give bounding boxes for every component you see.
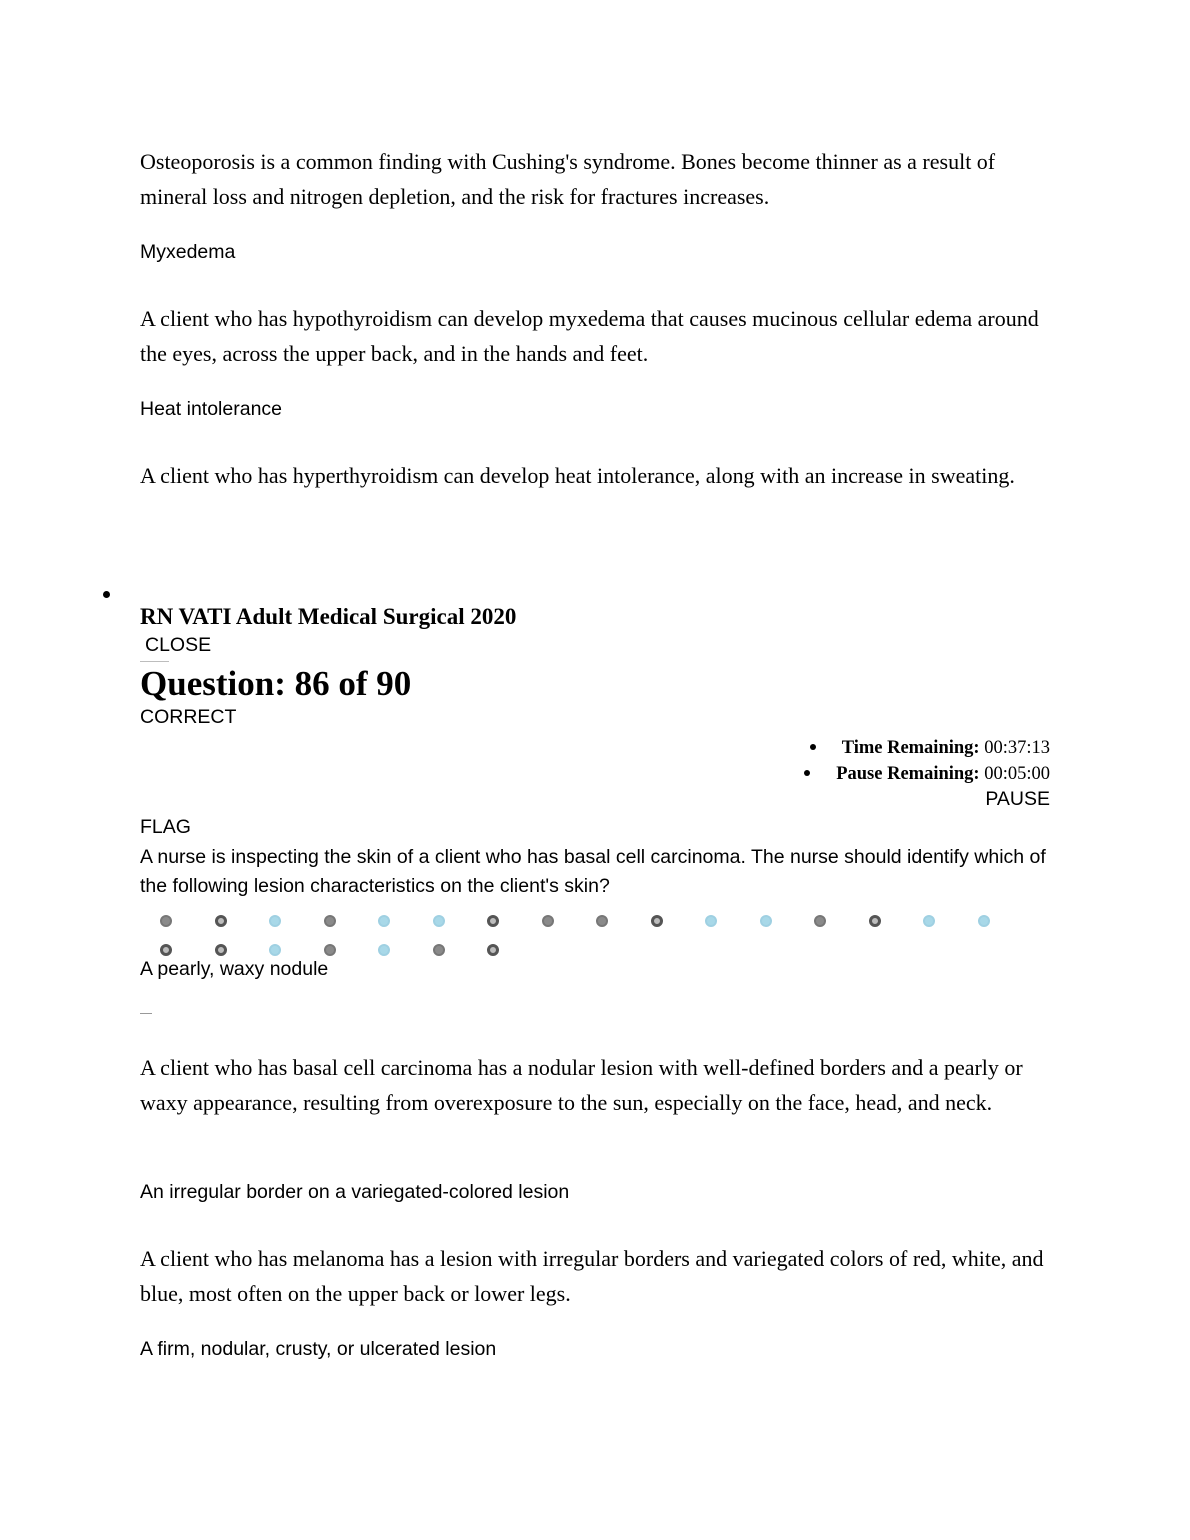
pause-remaining-value: 00:05:00 xyxy=(984,764,1050,784)
myxedema-rationale: A client who has hypothyroidism can develop myxedema that causes mucinous cellular edema around the eyes, across the upper back, and in the hands and feet. xyxy=(140,306,1039,366)
progress-dots-row-1 xyxy=(160,915,1060,929)
progress-dots-row-2 xyxy=(160,944,1060,958)
answer-b-rationale: A client who has melanoma has a lesion with irregular borders and variegated colors of red, white, and blue, most often on the upper back or lower legs. xyxy=(140,1246,1044,1306)
option-myxedema: Myxedema xyxy=(140,241,236,263)
bullet-icon xyxy=(804,770,810,776)
progress-dot-icon[interactable] xyxy=(760,915,772,927)
flag-button[interactable]: FLAG xyxy=(140,816,191,838)
answer-option-c[interactable]: A firm, nodular, crusty, or ulcerated lesion xyxy=(140,1338,497,1360)
timer-list xyxy=(804,735,1050,787)
progress-dot-icon[interactable] xyxy=(215,944,227,956)
heat-rationale: A client who has hyperthyroidism can develop heat intolerance, along with an increase in sweating. xyxy=(140,463,1015,488)
close-button[interactable]: CLOSE xyxy=(145,634,212,656)
answer-a-rationale: A client who has basal cell carcinoma has a nodular lesion with well-defined borders and a pearly or waxy appearance, resulting from overexposure to the sun, especially on the face, head, and neck. xyxy=(140,1055,1023,1115)
progress-dot-icon[interactable] xyxy=(433,915,445,927)
question-heading: Question: 86 of 90 xyxy=(140,664,412,703)
time-remaining-label: Time Remaining: xyxy=(841,738,980,758)
answer-option-a[interactable]: A pearly, waxy nodule xyxy=(140,958,329,980)
status-badge: CORRECT xyxy=(140,706,237,728)
pause-button[interactable]: PAUSE xyxy=(985,788,1050,810)
progress-dot-icon[interactable] xyxy=(269,944,281,956)
option-heat-intolerance: Heat intolerance xyxy=(140,398,283,420)
progress-dot-icon[interactable] xyxy=(542,915,554,927)
progress-dot-icon[interactable] xyxy=(160,915,172,927)
time-remaining xyxy=(804,735,1050,761)
answer-option-b[interactable]: An irregular border on a variegated-colored lesion xyxy=(140,1181,570,1203)
list-bullet xyxy=(103,591,110,598)
exam-title: RN VATI Adult Medical Surgical 2020 xyxy=(140,604,517,629)
progress-dot-icon[interactable] xyxy=(160,944,172,956)
progress-dot-icon[interactable] xyxy=(705,915,717,927)
progress-dot-icon[interactable] xyxy=(814,915,826,927)
progress-dot-icon[interactable] xyxy=(978,915,990,927)
progress-dot-icon[interactable] xyxy=(596,915,608,927)
progress-dot-icon[interactable] xyxy=(215,915,227,927)
time-remaining-value: 00:37:13 xyxy=(984,738,1050,758)
progress-dot-icon[interactable] xyxy=(324,944,336,956)
progress-dot-icon[interactable] xyxy=(487,944,499,956)
progress-dot-icon[interactable] xyxy=(433,944,445,956)
progress-dot-icon[interactable] xyxy=(487,915,499,927)
progress-dot-icon[interactable] xyxy=(269,915,281,927)
osteoporosis-rationale: Osteoporosis is a common finding with Cushing's syndrome. Bones become thinner as a result of mineral loss and nitrogen depletion, and the risk for fractures increases. xyxy=(140,149,996,209)
bullet-icon xyxy=(810,744,816,750)
progress-dot-icon[interactable] xyxy=(324,915,336,927)
progress-dot-icon[interactable] xyxy=(378,915,390,927)
pause-remaining-label: Pause Remaining: xyxy=(836,764,980,784)
divider xyxy=(140,1013,152,1014)
progress-dot-icon[interactable] xyxy=(378,944,390,956)
progress-dot-icon[interactable] xyxy=(869,915,881,927)
question-text: A nurse is inspecting the skin of a client who has basal cell carcinoma. The nurse should identify which of the following lesion characteristics on the client's skin? xyxy=(140,846,1046,897)
pause-remaining xyxy=(804,761,1050,787)
progress-dot-icon[interactable] xyxy=(651,915,663,927)
progress-dot-icon[interactable] xyxy=(923,915,935,927)
